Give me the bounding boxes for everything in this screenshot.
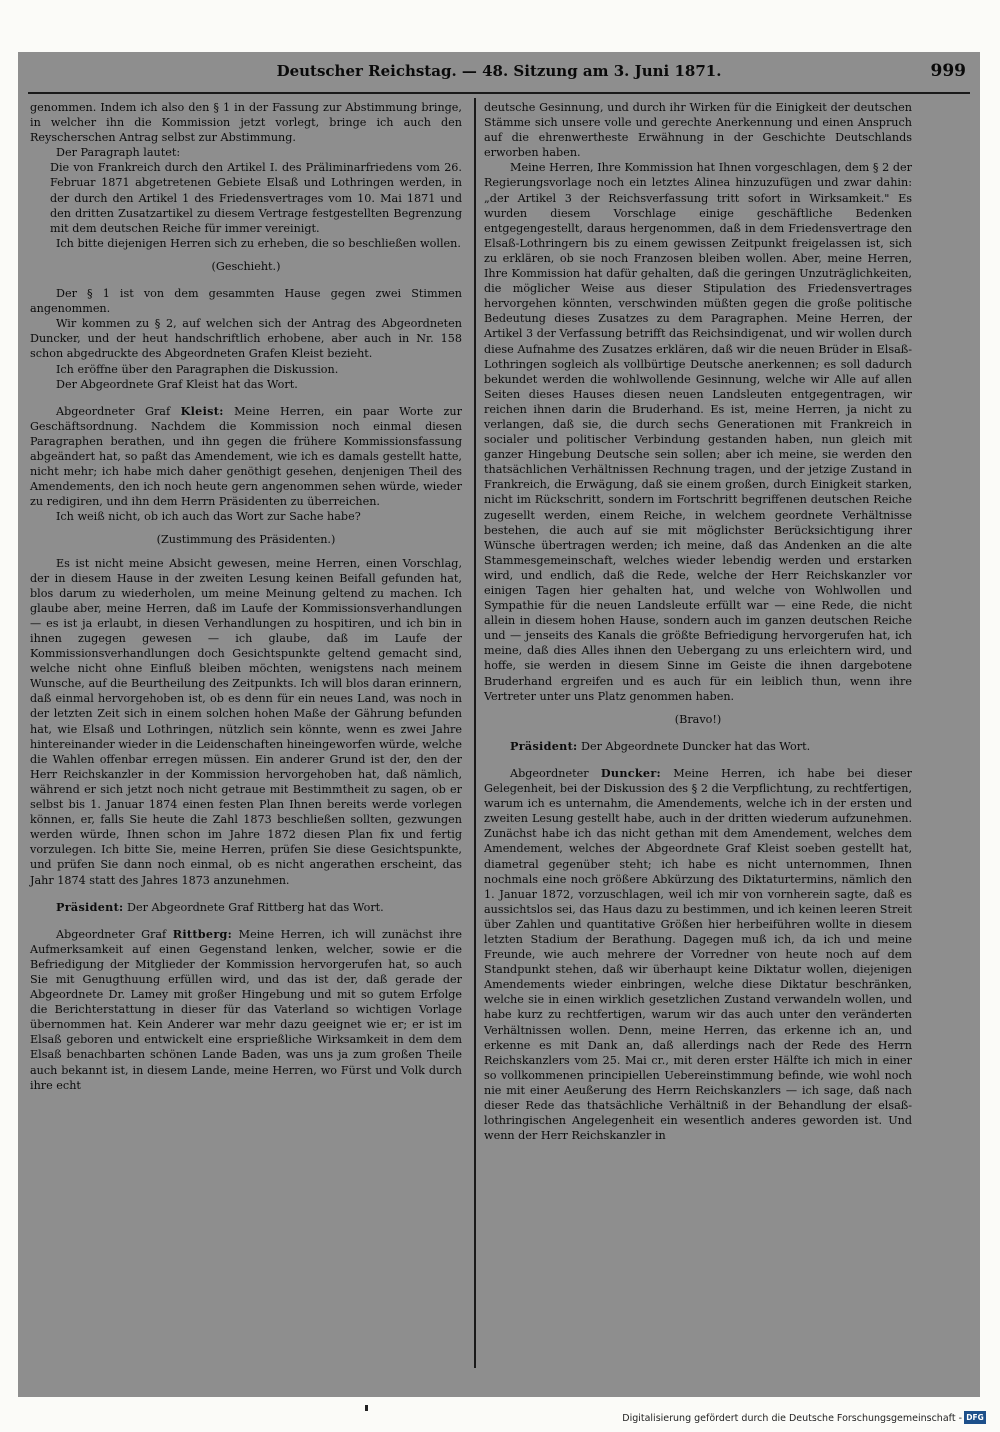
speaker-name: Rittberg: [172,926,233,941]
stage-note: (Bravo!) [674,712,722,726]
paragraph: Ich eröffne über den Paragraphen die Diskussion. [56,362,339,376]
speech-text: Meine Herren, ich habe bei dieser Gelegenheit, bei der Diskussion des § 2 die Verpflichtung, zu rechtfertigen, warum ich es unternahm, die Amendements, welche ich in der ersten und zweiten Lesung gestellt habe, auch in der dritten wiederum aufzunehmen. Zunächst habe ich das nicht gethan mit dem Amendement, welches dem Amendement, welches der Abgeordnete Graf Kleist soeben gestellt hat, diametral gegenüber steht; ich habe es nicht unternommen, Ihnen nochmals eine noch größere Abkürzung des Diktaturtermins, nämlich den 1. Januar 1872, vorzuschlagen, weil ich mir von vornherein sagte, daß es aussichtslos sei, das Haus dazu zu bestimmen, und ich keinen leeren Streit über Zahlen und quantitative Größen hier herbeiführen wollte in diesem letzten Stadium der Berathung. Dagegen muß ich, da ich und meine Freunde, wie auch mehrere der Vorredner von heute noch auf dem Standpunkt stehen, daß wir überhaupt keine Diktatur wollen, diejenigen Amendements wieder einbringen, welche diese Diktatur beschränken, welche sie in einen wirklich gesetzlichen Zustand verwandeln wollen, und habe kurz zu rechtfertigen, warum wir das auch unter den veränderten Verhältnissen wollen. Denn, meine Herren, das erkenne ich an, und erkenne es mit Dank an, daß allerdings nach der Rede des Herrn Reichskanzlers vom 25. Mai cr., mit deren erster Hälfte ich mich in einer so vollkommenen principiellen Uebereinstimmung befinde, wie wohl noch nie mit einer Aeußerung des Herrn Reichskanzlers — ich sage, daß nach dieser Rede das thatsächliche Verhältniß in der Behandlung der elsaß-lothringischen Angelegenheit ein wesentlich anderes geworden ist. Und wenn der Herr Reichskanzler in [484,766,912,1143]
speaker-prefix: Abgeordneter Graf [56,927,173,941]
paragraph: Der § 1 ist von dem gesammten Hause gegen zwei Stimmen angenommen. [30,287,462,316]
speech-paragraph [484,739,912,754]
paragraph: Ich weiß nicht, ob ich auch das Wort zur Sache habe? [56,510,361,524]
left-column [30,100,462,1093]
speaker-name: Präsident: [56,899,124,914]
speech-paragraph [30,404,462,510]
speech-text: Der Abgeordnete Duncker hat das Wort. [577,739,811,753]
speaker-prefix: Abgeordneter Graf [56,404,181,418]
paragraph: Der Abgeordnete Graf Kleist hat das Wort. [56,377,298,391]
column-divider [474,98,476,1368]
paragraph: Meine Herren, Ihre Kommission hat Ihnen vorgeschlagen, dem § 2 der Regierungsvorlage noch ein letztes Alinea hinzuzufügen und zwar dahin: „der Artikel 3 der Reichsverfassung tritt sofort in Wirksamkeit." Es wurden diesem Vorschlage einige geschäftliche Bedenken entgegengestellt, daraus hergenommen, daß in dem Friedensvertrage den Elsaß-Lothringern bis zu einem gewissen Zeitpunkt freigelassen ist, sich zu erklären, ob sie noch Franzosen bleiben wollen. Aber, meine Herren, Ihre Kommission hat dafür gehalten, daß die geringen Unzuträglichkeiten, die möglicher Weise aus dieser Stipulation des Friedensvertrages hervorgehen könnten, verschwinden müßten gegen die große politische Bedeutung dieses Zusatzes zu dem Paragraphen. Meine Herren, der Artikel 3 der Verfassung betrifft das Reichsindigenat, und wir wollen durch diese Aufnahme des Zusatzes erklären, daß wir die neuen Brüder in Elsaß-Lothringen sogleich als vollbürtige Deutsche anerkennen; es soll dadurch bekundet werden die wohlwollende Gesinnung, welche wir Alle auf allen Seiten dieses Hauses diesen neuen Landsleuten entgegentragen, wir reichen ihnen darin die Bruderhand. Es ist, meine Herren, ja nicht zu verlangen, daß sie, die durch sechs Generationen mit Frankreich in socialer und politischer Verbindung gestanden haben, nun gleich mit ganzer Hingebung Deutsche sein sollen; aber ich meine, sie werden den thatsächlichen Verhältnissen Rechnung tragen, und der jetzige Zustand in Frankreich, die Erwägung, daß sie einem großen, durch Einigkeit starken, nicht im Rückschritt, sondern im Fortschritt begriffenen deutschen Reiche zugesellt werden, einem Reiche, in welchem geordnete Verhältnisse bestehen, die auch auf sie mit möglichster Berücksichtigung ihrer Wünsche übertragen werden; ich meine, daß das Andenken an die alte Stammesgemeinschaft, welches wieder lebendig werden und erstarken wird, und endlich, daß die Rede, welche der Herr Reichskanzler vor einigen Tagen hier gehalten hat, und welche von Wohlwollen und Sympathie für die neuen Landsleute erfüllt war — eine Rede, die nicht allein in diesem hohen Hause, sondern auch im ganzen deutschen Reiche und — jenseits des Kanals die größte Befriedigung hervorgerufen hat, ich meine, daß dies Alles ihnen den Uebergang zu uns erleichtern wird, und hoffe, sie werden in diesem Sinne im Geiste die ihnen dargebotene Bruderhand ergreifen und es auch für ein leiblich thun, wenn ihre Vertreter unter uns Platz genommen haben. [484,161,913,703]
running-title: Deutscher Reichstag. — 48. Sitzung am 3. Juni 1871. [276,62,722,80]
speech-paragraph [484,766,912,1143]
speaker-name: Kleist: [180,403,224,418]
speech-paragraph [30,927,462,1093]
speaker-prefix: Abgeordneter [510,766,601,780]
footer-credit: Digitalisierung gefördert durch die Deutsche Forschungsgemeinschaft - [622,1413,962,1424]
right-column [484,100,912,1143]
page-mark [365,1405,368,1411]
paragraph: Der Paragraph lautet: [56,146,181,160]
speech-text: Der Abgeordnete Graf Rittberg hat das Wort. [123,900,384,914]
speech-paragraph [30,900,462,915]
speaker-name: Duncker: [600,765,661,780]
speech-text: Meine Herren, ein paar Worte zur Geschäftsordnung. Nachdem die Kommission noch einmal diesen Paragraphen berathen, und ihn gegen die frühere Kommissionsfassung abgeändert hat, so paßt das Amendement, wie ich es damals gestellt hatte, nicht mehr; ich habe mich daher genöthigt gesehen, denjenigen Theil des Amendements, den ich noch heute gern angenommen sehen würde, wieder zu redigiren, und ihn dem Herrn Präsidenten zu überreichen. [30,404,462,509]
paragraph: deutsche Gesinnung, und durch ihr Wirken für die Einigkeit der deutschen Stämme sich unsere volle und gerechte Anerkennung und einen Anspruch auf die ehrenwertheste Erwähnung in der Geschichte Deutschlands erworben haben. [484,101,912,160]
dfg-logo: DFG [964,1411,986,1424]
stage-note: (Zustimmung des Präsidenten.) [156,533,336,547]
stage-note: (Geschieht.) [211,259,281,273]
paragraph: Es ist nicht meine Absicht gewesen, meine Herren, einen Vorschlag, der in diesem Hause in der zweiten Lesung keinen Beifall gefunden hat, blos darum zu wiederholen, um meine Meinung geltend zu machen. Ich glaube aber, meine Herren, daß im Laufe der Kommissionsverhandlungen — es ist ja erlaubt, in diesen Verhandlungen zu hospitiren, und ich bin in ihnen zugegen gewesen — ich glaube, daß im Laufe der Kommissionsverhandlungen doch Gesichtspunkte geltend gemacht sind, welche nicht ohne Einfluß bleiben möchten, wenigstens nach meinem Wunsche, auf die Beurtheilung des Zeitpunkts. Ich will blos daran erinnern, daß einmal hervorgehoben ist, ob es denn für ein neues Land, was noch in der letzten Zeit sich in einem solchen hohen Maße der Gährung befunden hat, wie Elsaß und Lothringen, nützlich sein könnte, wenn es zwei Jahre hintereinander wieder in die Leidenschaften hineingeworfen würde, welche die Wahlen offenbar erregen müssen. Ein anderer Grund ist der, den der Herr Reichskanzler in der Kommission hervorgehoben hat, daß nämlich, während er sich jetzt noch nicht getraue mit Bestimmtheit zu sagen, ob er selbst bis 1. Januar 1874 einen festen Plan Ihnen bereits werde vorlegen können, er, falls Sie heute die Zahl 1873 beschließen sollten, gezwungen werden würde, Ihnen schon im Jahre 1872 diesen Plan fix und fertig vorzulegen. Ich bitte Sie, meine Herren, prüfen Sie diese Gesichtspunkte, und prüfen Sie dann noch einmal, ob es nicht angerathen erscheint, das Jahr 1874 statt des Jahres 1873 anzunehmen. [30,556,462,887]
speaker-name: Präsident: [510,738,578,753]
page-number: 999 [930,61,966,81]
paragraph: Ich bitte diejenigen Herren sich zu erheben, die so beschließen wollen. [56,236,461,250]
speech-text: Meine Herren, ich will zunächst ihre Aufmerksamkeit auf einen Gegenstand lenken, welcher, sowie er die Befriedigung der Mitglieder der Kommission hervorgerufen hat, so auch Sie mit Genugthuung erfüllen wird, und das ist der, daß gerade der Abgeordnete Dr. Lamey mit großer Hingebung und mit so gutem Erfolge die Berichterstattung in dieser für das Vaterland so wichtigen Vorlage übernommen hat. Kein Anderer war mehr dazu geeignet wie er; er ist im Elsaß geboren und entwickelt eine ersprießliche Wirksamkeit in dem dem Elsaß benachbarten schönen Lande Baden, was uns ja zum großen Theile auch bekannt ist, in diesem Lande, meine Herren, wo Fürst und Volk durch ihre echt [30,927,462,1092]
page-header [18,58,980,88]
quoted-paragraph: Die von Frankreich durch den Artikel I. des Präliminarfriedens vom 26. Februar 1871 abgetretenen Gebiete Elsaß und Lothringen werden, in der durch den Artikel 1 des Friedensvertrages vom 10. Mai 1871 und den dritten Zusatzartikel zu diesem Vertrage festgestellten Begrenzung mit dem deutschen Reiche für immer vereinigt. [50,161,462,235]
paragraph: genommen. Indem ich also den § 1 in der Fassung zur Abstimmung bringe, in welcher ihn die Kommission jetzt vorlegt, bringe ich auch den Reyscherschen Antrag selbst zur Abstimmung. [30,101,462,145]
paragraph: Wir kommen zu § 2, auf welchen sich der Antrag des Abgeordneten Duncker, und der heut handschriftlich erhobene, aber auch in Nr. 158 schon abgedruckte des Abgeordneten Grafen Kleist bezieht. [30,317,462,361]
header-rule [28,92,970,94]
